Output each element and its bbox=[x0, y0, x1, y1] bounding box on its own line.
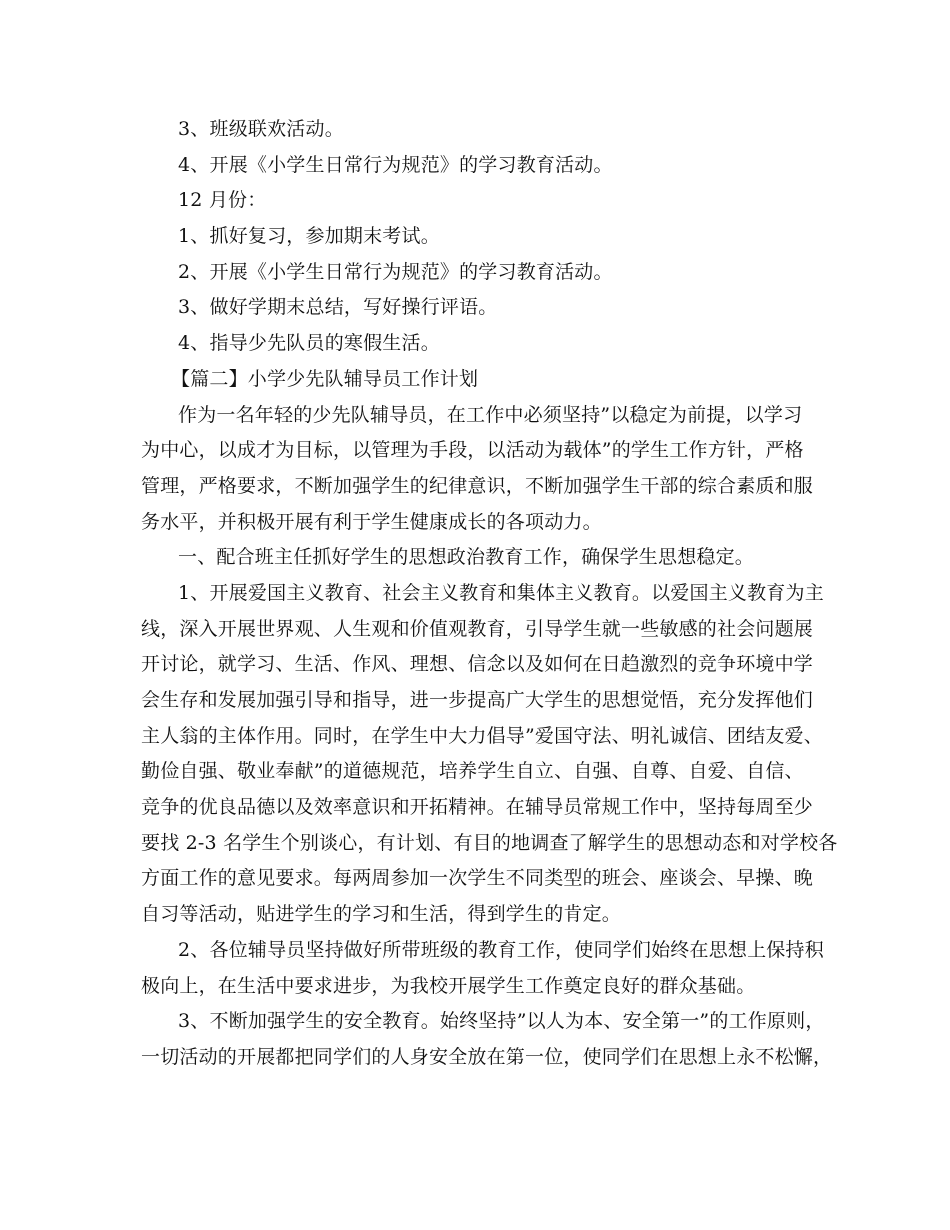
paragraph-line: 要找 2-3 名学生个别谈心，有计划、有目的地调查了解学生的思想动态和对学校各 bbox=[141, 831, 838, 854]
paragraph-line: 开讨论，就学习、生活、作风、理想、信念以及如何在日趋激烈的竞争环境中学 bbox=[141, 653, 814, 676]
paragraph-line: 极向上，在生活中要求进步，为我校开展学生工作奠定良好的群众基础。 bbox=[141, 974, 756, 997]
paragraph-line: 方面工作的意见要求。每两周参加一次学生不同类型的班会、座谈会、早操、晚 bbox=[141, 867, 814, 890]
paragraph-line: 3、不断加强学生的安全教育。始终坚持”以人为本、安全第一”的工作原则， bbox=[178, 1010, 825, 1033]
paragraph-line: 4、开展《小学生日常行为规范》的学习教育活动。 bbox=[178, 153, 613, 176]
paragraph-line: 3、做好学期末总结，写好操行评语。 bbox=[178, 296, 498, 319]
paragraph-line: 4、指导少先队员的寒假生活。 bbox=[178, 332, 440, 355]
paragraph-line: 为中心，以成才为目标，以管理为手段，以活动为载体”的学生工作方针，严格 bbox=[141, 439, 804, 462]
paragraph-line: 作为一名年轻的少先队辅导员，在工作中必须坚持”以稳定为前提，以学习 bbox=[178, 403, 803, 426]
section-heading: 【篇二】小学少先队辅导员工作计划 bbox=[171, 367, 479, 390]
paragraph-line: 管理，严格要求，不断加强学生的纪律意识，不断加强学生干部的综合素质和服 bbox=[141, 474, 814, 497]
paragraph-line: 1、开展爱国主义教育、社会主义教育和集体主义教育。以爱国主义教育为主 bbox=[178, 581, 824, 604]
section-label: 12 月份： bbox=[178, 189, 267, 212]
paragraph-line: 线，深入开展世界观、人生观和价值观教育，引导学生就一些敏感的社会问题展 bbox=[141, 617, 814, 640]
paragraph-line: 自习等活动，贴进学生的学习和生活，得到学生的肯定。 bbox=[141, 903, 622, 926]
paragraph-line: 主人翁的主体作用。同时，在学生中大力倡导”爱国守法、明礼诚信、团结友爱、 bbox=[141, 724, 823, 747]
paragraph-line: 一切活动的开展都把同学们的人身安全放在第一位，使同学们在思想上永不松懈， bbox=[141, 1045, 833, 1068]
paragraph-line: 务水平，并积极开展有利于学生健康成长的各项动力。 bbox=[141, 510, 602, 533]
paragraph-line: 2、各位辅导员坚持做好所带班级的教育工作，使同学们始终在思想上保持积 bbox=[178, 938, 824, 961]
paragraph-line: 2、开展《小学生日常行为规范》的学习教育活动。 bbox=[178, 260, 613, 283]
document-body bbox=[141, 112, 838, 1076]
paragraph-line: 一、配合班主任抓好学生的思想政治教育工作，确保学生思想稳定。 bbox=[178, 546, 755, 569]
paragraph-line: 会生存和发展加强引导和指导，进一步提高广大学生的思想觉悟，充分发挥他们 bbox=[141, 689, 814, 711]
paragraph-line: 勤俭自强、敬业奉献”的道德规范，培养学生自立、自强、自尊、自爱、自信、 bbox=[141, 760, 804, 783]
paragraph-line: 1、抓好复习，参加期末考试。 bbox=[178, 225, 440, 248]
paragraph-line: 3、班级联欢活动。 bbox=[178, 118, 344, 140]
paragraph-line: 竞争的优良品德以及效率意识和开拓精神。在辅导员常规工作中，坚持每周至少 bbox=[141, 796, 814, 819]
